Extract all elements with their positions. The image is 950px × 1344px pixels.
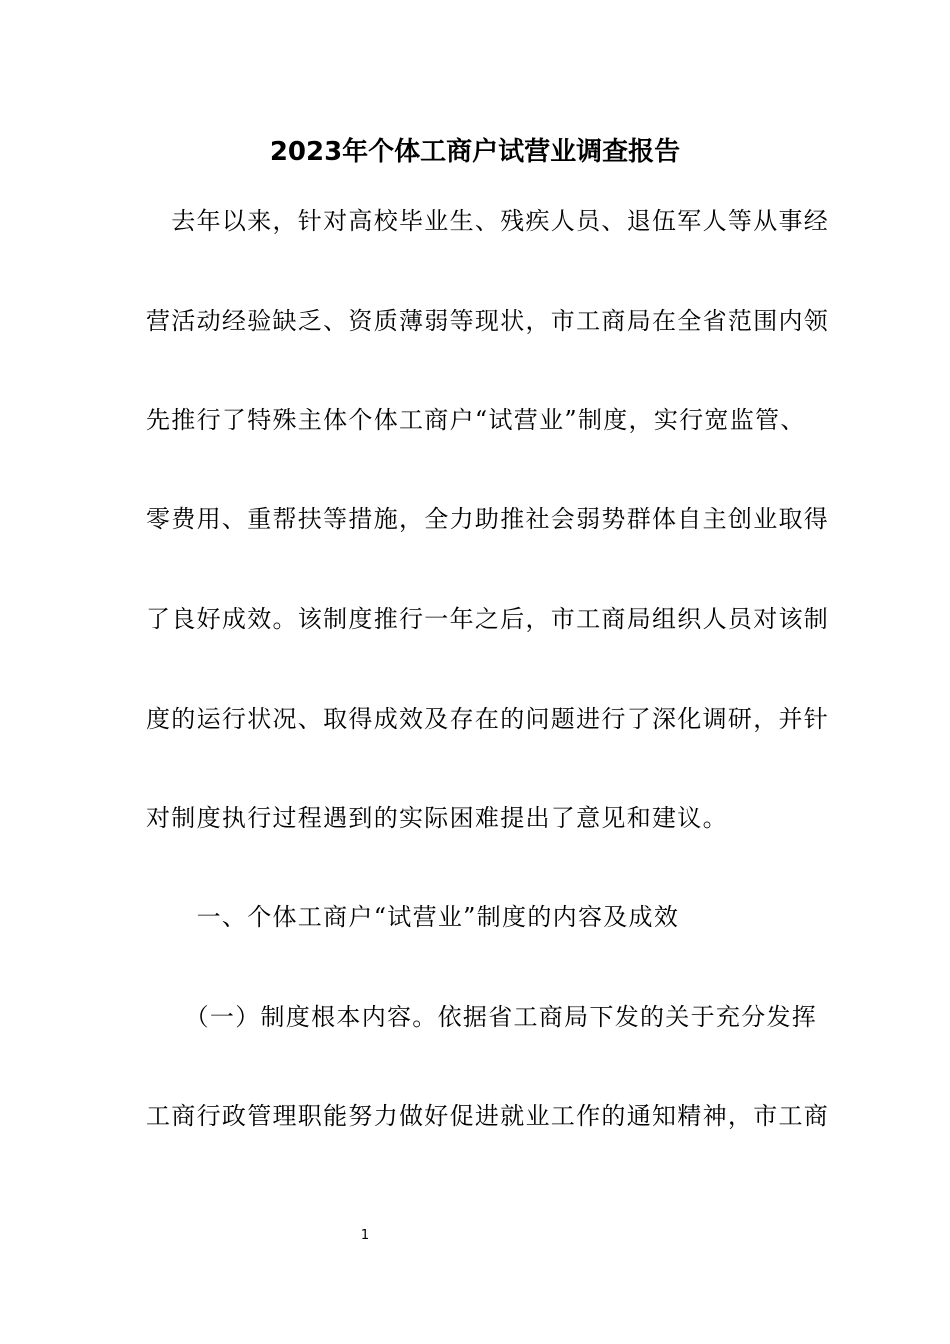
paragraph-line: 工商行政管理职能努力做好促进就业工作的通知精神，市工商: [146, 1102, 830, 1130]
paragraph-line: （一）制度根本内容。依据省工商局下发的关于充分发挥: [146, 1003, 818, 1031]
paragraph-line: 营活动经验缺乏、资质薄弱等现状，市工商局在全省范围内领: [146, 307, 830, 335]
document-title: 2023年个体工商户试营业调查报告: [269, 137, 681, 167]
section-heading: 一、个体工商户“试营业”制度的内容及成效: [146, 903, 680, 931]
paragraph-line: 先推行了特殊主体个体工商户“试营业”制度，实行宽监管、: [146, 406, 806, 434]
paragraph-line: 了良好成效。该制度推行一年之后，市工商局组织人员对该制: [146, 605, 830, 633]
paragraph-line: 对制度执行过程遇到的实际困难提出了意见和建议。: [146, 804, 728, 832]
page-number: 1: [360, 1228, 370, 1243]
paragraph-line: 零费用、重帮扶等措施，全力助推社会弱势群体自主创业取得: [146, 505, 830, 533]
paragraph-line: 度的运行状况、取得成效及存在的问题进行了深化调研，并针: [146, 705, 830, 733]
paragraph-line: 去年以来，针对高校毕业生、残疾人员、退伍军人等从事经: [146, 207, 830, 235]
